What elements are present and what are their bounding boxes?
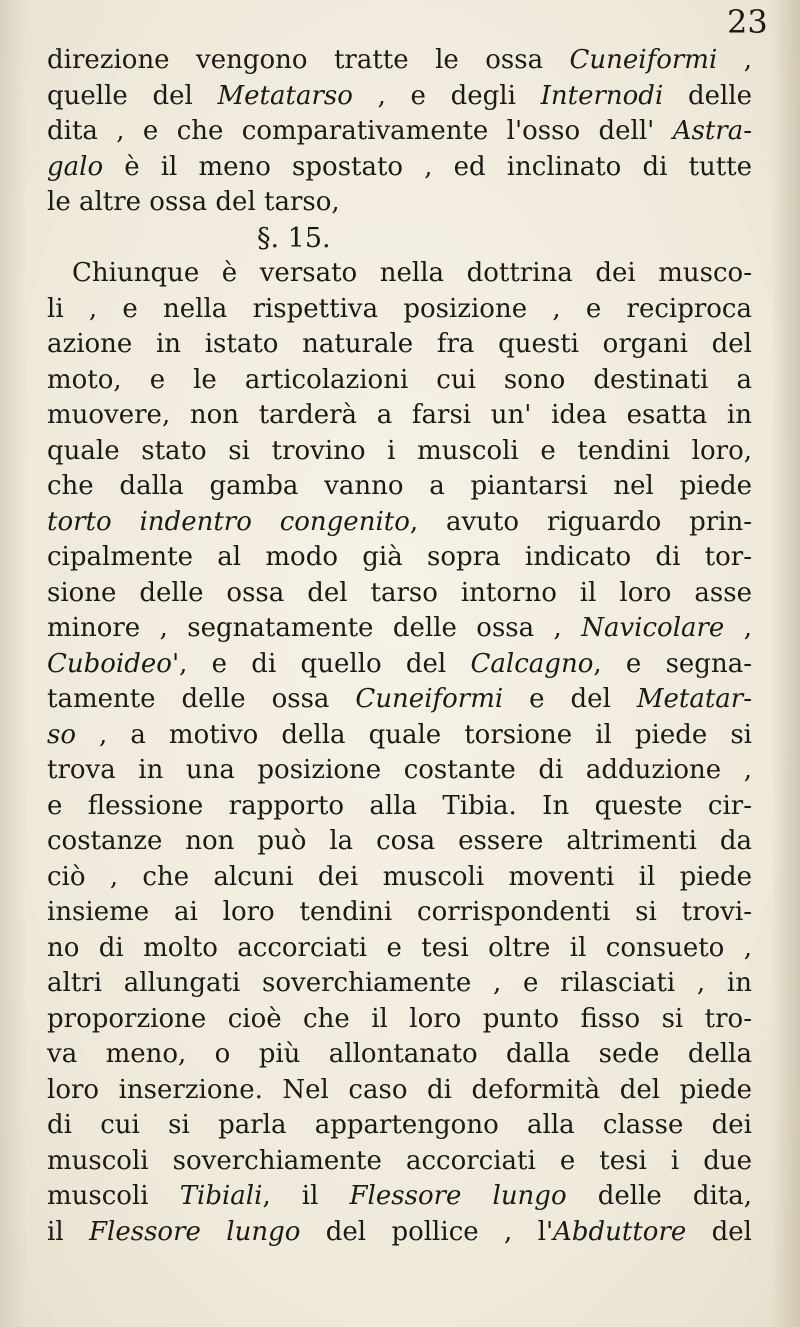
text-segment: , e segna- [593, 648, 752, 679]
text-segment: del pollice , l' [300, 1216, 554, 1247]
text-segment: ciò , che alcuni dei muscoli moventi il piede [47, 861, 752, 892]
text-segment: Chiunque è versato nella dottrina dei musco- [72, 258, 752, 288]
text-segment: che dalla gamba vanno a piantarsi nel piede [47, 471, 752, 501]
italic-term: Flessore lungo [89, 1216, 301, 1247]
text-line [47, 1073, 752, 1109]
text-segment: , [724, 613, 752, 643]
text-segment: insieme ai loro tendini corrispondenti si trovi- [47, 897, 752, 927]
text-segment: muscoli [47, 1181, 180, 1211]
text-line [47, 824, 752, 860]
text-segment: va meno, o più allontanato dalla sede della [47, 1039, 752, 1069]
text-segment: , a motivo della quale torsione il piede si [76, 719, 752, 750]
text-line [47, 1037, 752, 1073]
text-line [47, 1002, 752, 1038]
text-line [47, 505, 752, 541]
page-shadow-left [0, 0, 28, 1327]
text-line [47, 292, 752, 328]
text-line [47, 753, 752, 789]
text-segment: , avuto riguardo prin- [409, 506, 752, 537]
italic-term: Calcagno [470, 648, 594, 679]
text-line [47, 860, 752, 896]
text-segment: , e degli [352, 80, 541, 111]
text-line [47, 1215, 752, 1251]
page-number: 23 [727, 3, 768, 41]
section-heading: §. 15. [257, 222, 331, 254]
text-line [47, 576, 752, 612]
text-segment: loro inserzione. Nel caso di deformità del piede [47, 1074, 752, 1105]
text-segment: tamente delle ossa [47, 684, 356, 714]
italic-term: Tibiali [179, 1181, 263, 1211]
text-segment: cipalmente al modo già sopra indicato di tor- [47, 542, 752, 572]
text-segment: quelle del [47, 80, 218, 111]
text-line [47, 647, 752, 683]
text-segment: proporzione cioè che il loro punto fisso si tro- [47, 1003, 752, 1034]
text-line [47, 789, 752, 825]
text-segment: no di molto accorciati e tesi oltre il consueto , [47, 932, 752, 963]
text-segment: il [47, 1216, 89, 1247]
italic-term: galo [47, 151, 104, 182]
text-segment: sione delle ossa del tarso intorno il loro asse [47, 577, 752, 608]
text-segment: e flessione rapporto alla Tibia. In queste cir- [47, 790, 752, 821]
text-segment: , il [262, 1181, 350, 1211]
text-segment: del [686, 1216, 752, 1247]
paragraph-section-15 [47, 256, 752, 1250]
text-segment: è il meno spostato , ed inclinato di tutte [103, 151, 752, 182]
italic-term: Cuneiformi [569, 45, 718, 75]
text-segment: direzione vengono tratte le ossa [47, 45, 570, 75]
text-line [47, 150, 752, 186]
text-line [47, 1144, 752, 1180]
italic-term: torto indentro congenito [47, 506, 410, 537]
italic-term: Navicolare [581, 613, 725, 643]
italic-term: so [47, 719, 76, 750]
text-segment: altri allungati soverchiamente , e rilasciati , in [47, 968, 752, 998]
italic-term: Astra- [672, 116, 752, 146]
text-line [47, 185, 752, 221]
text-line [47, 682, 752, 718]
page-shadow-right [770, 0, 800, 1327]
text-line [47, 1108, 752, 1144]
text-line [47, 327, 752, 363]
text-line [47, 434, 752, 470]
text-line [47, 931, 752, 967]
text-segment: minore , segnatamente delle ossa , [47, 613, 582, 643]
text-segment: di cui si parla appartengono alla classe dei [47, 1110, 752, 1140]
italic-term: Abduttore [553, 1216, 687, 1247]
text-segment: e del [503, 684, 637, 714]
text-line [47, 1179, 752, 1215]
italic-term: Metatar- [636, 684, 752, 714]
text-line [47, 79, 752, 115]
body-text [47, 43, 752, 1250]
text-segment: dita , e che comparativamente l'osso dell' [47, 116, 673, 146]
text-segment: moto, e le articolazioni cui sono destinati a [47, 364, 752, 395]
text-segment: muovere, non tarderà a farsi un' idea esatta in [47, 400, 752, 430]
text-line [47, 966, 752, 1002]
text-segment: delle dita, [566, 1181, 753, 1211]
text-line [47, 718, 752, 754]
italic-term: Metatarso [217, 80, 353, 111]
text-segment: costanze non può la cosa essere altrimenti da [47, 826, 752, 856]
paragraph-continued [47, 43, 752, 221]
text-segment: quale stato si trovino i muscoli e tendini loro, [47, 435, 752, 466]
text-line [47, 256, 752, 292]
text-segment: le altre ossa del tarso, [47, 187, 340, 217]
text-segment: , [717, 45, 752, 75]
text-line [47, 363, 752, 399]
italic-term: Internodi [540, 80, 664, 111]
text-line [47, 895, 752, 931]
italic-term: Cuboideo [47, 648, 172, 679]
text-line [47, 469, 752, 505]
text-segment: li , e nella rispettiva posizione , e reciproca [47, 293, 752, 324]
italic-term: Flessore lungo [349, 1181, 567, 1211]
text-segment: azione in istato naturale fra questi organi del [47, 329, 752, 359]
text-line [47, 43, 752, 79]
text-line [47, 398, 752, 434]
text-line [47, 114, 752, 150]
text-segment: delle [663, 80, 753, 111]
text-segment: ', e di quello del [171, 648, 471, 679]
text-line [47, 540, 752, 576]
text-segment: trova in una posizione costante di adduzione , [47, 755, 752, 785]
text-segment: muscoli soverchiamente accorciati e tesi i due [47, 1145, 752, 1176]
italic-term: Cuneiformi [355, 684, 504, 714]
text-line [47, 611, 752, 647]
